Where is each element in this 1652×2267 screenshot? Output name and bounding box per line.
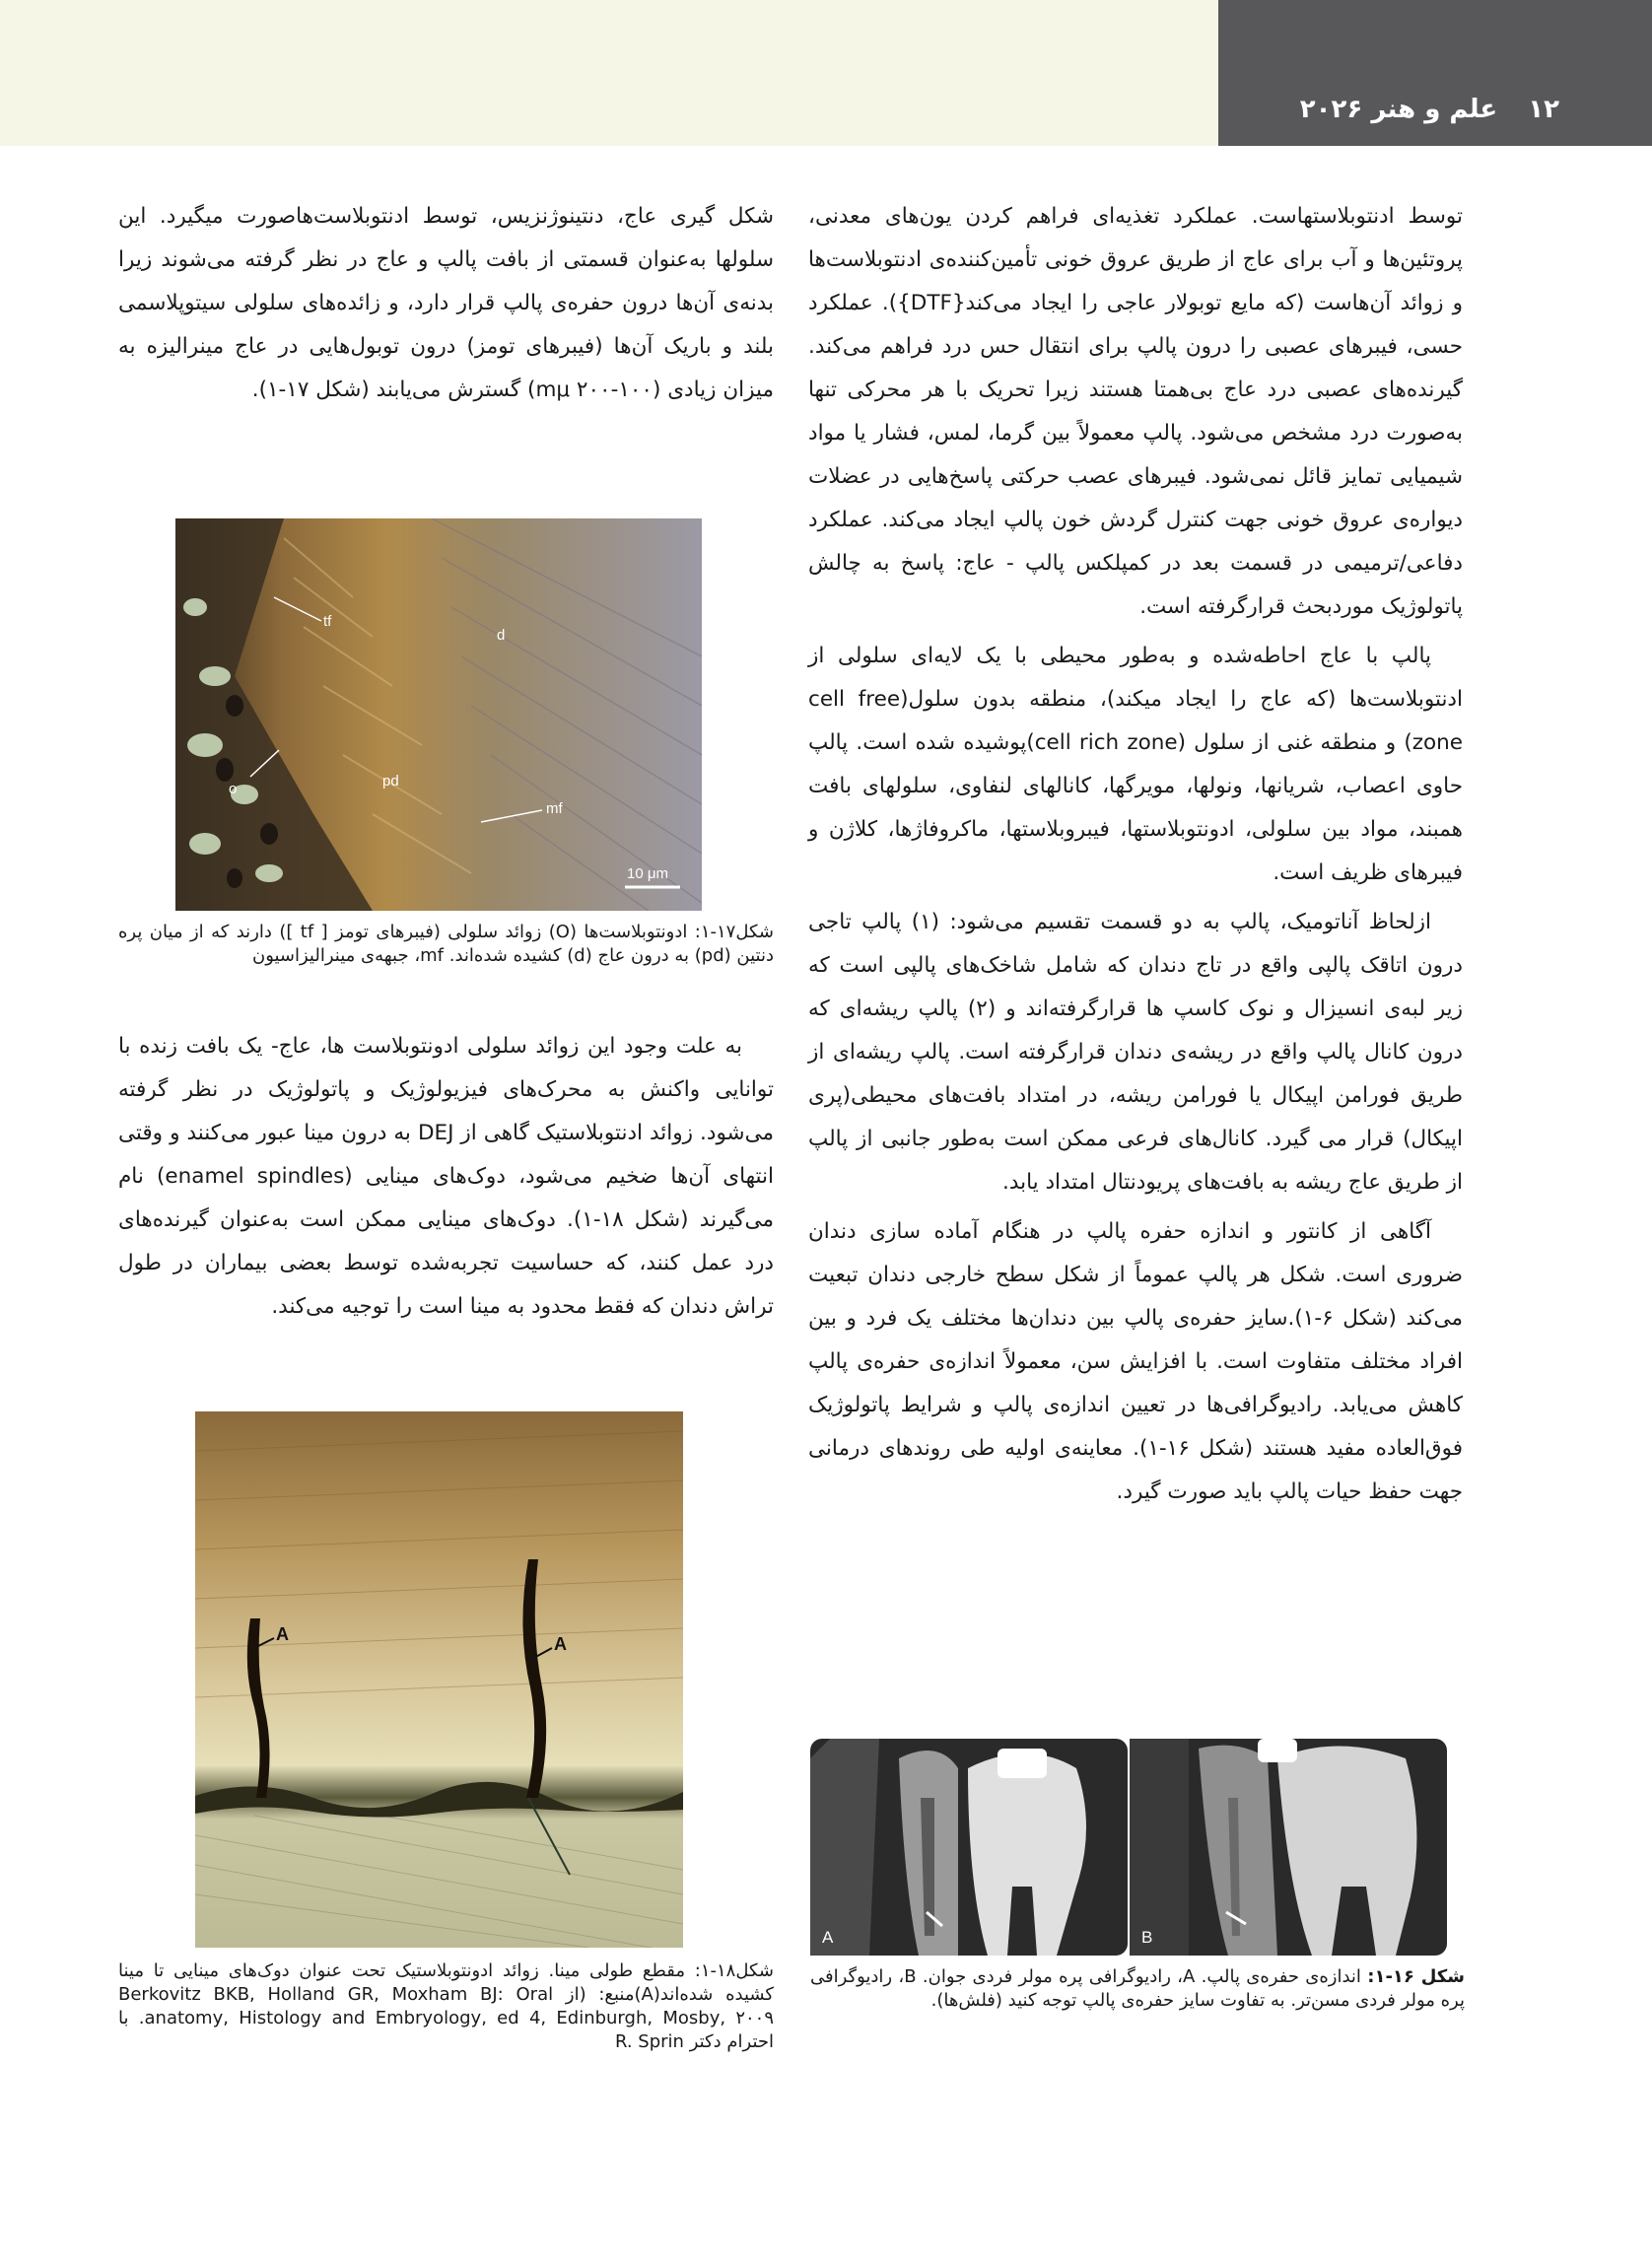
label-mf: mf [546, 800, 563, 817]
figure-16-caption [810, 1965, 1465, 2013]
figure-16-radiograph-b [1130, 1739, 1447, 1956]
label-a: A [822, 1928, 834, 1947]
paragraph: آگاهی از کانتور و اندازه حفره پالپ در هنگام آماده سازی دندان ضروری است. شکل هر پالپ عموماً از شکل سطح خارجی دندان تبعیت می‌کند (شکل ۶-۱).سایز حفره‌ی پالپ بین دندان‌ها مختلف یک فرد و بین افراد مختلف متفاوت است. با افزایش سن، معمولاً اندازه‌ی حفره‌ی پالپ کاهش می‌یابد. رادیوگرافی‌ها در تعیین اندازه‌ی پالپ و شرایط پاتولوژیک فوق‌العاده مفید هستند (شکل ۱۶-۱). معاینه‌ی اولیه طی روندهای درمانی جهت حفظ حیات پالپ باید صورت گیرد. [808, 1219, 1463, 1504]
label-a1: A [276, 1624, 289, 1644]
left-column-mid [118, 1025, 774, 1335]
paragraph: پالپ با عاج احاطه‌شده و به‌طور محیطی با یک لایه‌ای سلولی از ادنتوبلاست‌ها (که عاج را ایجاد میکند)، منطقه بدون سلول(cell free zone) و منطقه غنی از سلول (cell rich zone)پوشیده شده است. پالپ حاوی اعصاب، شریانها، ونولها، مویرگها، کانالهای لنفاوی، سلولهای بافت همبند، مواد بین سلولی، ادونتوبلاستها، فیبروبلاستها، ماکروفاژها، کلاژن و فیبرهای ظریف است. [808, 644, 1463, 885]
left-column-top [118, 195, 774, 418]
figure-17-micrograph [175, 518, 702, 911]
header-band [0, 0, 1218, 146]
running-header [1300, 95, 1559, 124]
figure-16-caption-title: شکل ۱۶-۱: [1367, 1966, 1465, 1987]
paragraph: شکل گیری عاج، دنتینوژنزیس، توسط ادنتوبلاست‌هاصورت میگیرد. این سلولها به‌عنوان قسمتی از بافت پالپ و عاج در نظر گرفته می‌شوند زیرا بدنه‌ی آن‌ها درون حفره‌ی پالپ قرار دارد، و زائده‌های سلولی سیتوپلاسمی بلند و باریک آن‌ها (فیبرهای تومز) درون توبول‌هایی در عاج مینرالیزه به میزان زیادی (۱۰۰-۲۰۰ mμ) گسترش می‌یابند (شکل ۱۷-۱). [118, 204, 774, 402]
page-number: ۱۲ [1528, 95, 1559, 124]
label-d: d [497, 627, 506, 644]
label-a2: A [554, 1634, 567, 1654]
right-column [808, 195, 1463, 1520]
figure-17-caption: شکل۱۷-۱: ادونتوبلاست‌ها (O) زوائد سلولی (فیبرهای تومز [ tf ]) دارند که از میان پره دنتین (pd) به درون عاج (d) کشیده شده‌اند. mf، جبهه‌ی مینرالیزاسیون [118, 922, 774, 966]
journal-title: علم و هنر ۲۰۲۶ [1299, 95, 1498, 124]
figure-18-caption: شکل۱۸-۱: مقطع طولی مینا. زوائد ادونتوبلاستیک تحت عنوان دوک‌های مینایی تا مینا کشیده شده‌اند(A)منبع: (از Berkovitz BKB, Holland GR, Moxham BJ: Oral anatomy, Histology and Embryology, ed 4, Edinburgh, Mosby, ۲۰۰۹. با احترام دکتر R. Sprin [118, 1960, 775, 2052]
paragraph: ازلحاظ آناتومیک، پالپ به دو قسمت تقسیم می‌شود: (۱) پالپ تاجی درون اتاقک پالپی واقع در تاج دندان که شامل شاخک‌های پالپی است که زیر لبه‌ی انسیزال و نوک کاسپ ها قرارگرفته‌اند و (۲) پالپ ریشه‌ای که درون کانال پالپ واقع در ریشه‌ی دندان قرارگرفته است. پالپ ریشه‌ای از طریق فورامن اپیکال یا فورامن ریشه، در امتداد بافت‌های محیطی(پری اپیکال) قرار می گیرد. کانال‌های فرعی ممکن است به‌طور جانبی از پالپ از طریق عاج ریشه به بافت‌های پریودنتال امتداد یابد. [808, 910, 1463, 1195]
label-scale: 10 μm [627, 865, 668, 882]
figure-16-caption-text: اندازه‌ی حفره‌ی پالپ. A، رادیوگرافی پره مولر فردی جوان. B، رادیوگرافی پره مولر فردی مسن‌تر. به تفاوت سایز حفره‌ی پالپ توجه کنید (فلش‌ها). [810, 1966, 1465, 2011]
figure-16-radiograph-a [810, 1739, 1128, 1956]
paragraph: توسط ادنتوبلاستهاست. عملکرد تغذیه‌ای فراهم کردن یون‌های معدنی، پروتئین‌ها و آب برای عاج از طریق عروق خونی تأمین‌کننده‌ی ادنتوبلاست‌ها و زوائد آن‌هاست (که مایع توبولار عاجی را ایجاد می‌کند{DTF}). عملکرد حسی، فیبرهای عصبی را درون پالپ برای انتقال حس درد فراهم می‌کند. گیرنده‌های عصبی درد عاج بی‌همتا هستند زیرا تحریک با هر محرکی تنها به‌صورت درد مشخص می‌شود. پالپ معمولاً بین گرما، لمس، فشار یا مواد شیمیایی تمایز قائل نمی‌شود. فیبرهای عصب حرکتی پاسخ‌هایی در عضلات دیواره‌ی عروق خونی جهت کنترل گردش خون پالپ ایجاد می‌کند. عملکرد دفاعی/ترمیمی در قسمت بعد در کمپلکس پالپ - عاج: پاسخ به چالش پاتولوژیک موردبحث قرارگرفته است. [808, 204, 1464, 619]
label-o: o [229, 781, 238, 797]
figure-18-micrograph [195, 1411, 683, 1948]
label-b: B [1141, 1928, 1153, 1947]
label-pd: pd [382, 773, 399, 790]
paragraph: به علت وجود این زوائد سلولی ادونتوبلاست ها، عاج- یک بافت زنده با توانایی واکنش به محرک‌های فیزیولوژیک و پاتولوژیک در نظر گرفته می‌شود. زوائد ادنتوبلاستیک گاهی از DEJ به درون مینا عبور می‌کنند و وقتی انتهای آن‌ها ضخیم می‌شود، دوک‌های مینایی (enamel spindles) نام می‌گیرند (شکل ۱۸-۱). دوک‌های مینایی ممکن است به‌عنوان گیرنده‌های درد عمل کنند، که حساسیت تجربه‌شده توسط بعضی بیماران در طول تراش دندان که فقط محدود به مینا است را توجیه می‌کند. [118, 1034, 775, 1319]
label-tf: tf [323, 613, 332, 630]
